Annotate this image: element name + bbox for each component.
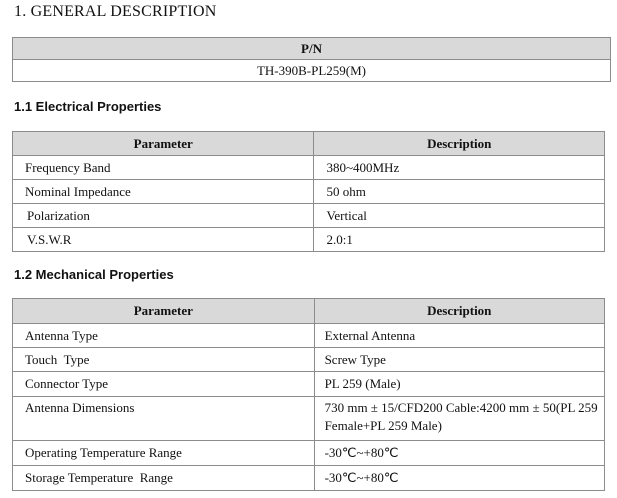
parameter-cell: Storage Temperature Range xyxy=(13,466,315,491)
parameter-cell: Connector Type xyxy=(13,372,315,397)
electrical-properties-table xyxy=(12,131,605,252)
description-cell: 2.0:1 xyxy=(314,228,605,252)
mechanical-properties-table xyxy=(12,298,605,491)
table-row xyxy=(13,228,605,252)
pn-value: TH-390B-PL259(M) xyxy=(13,60,611,82)
part-number-table xyxy=(12,37,611,82)
table-row xyxy=(13,204,605,228)
description-cell: -30℃~+80℃ xyxy=(314,466,604,491)
column-header-parameter: Parameter xyxy=(13,132,314,156)
column-header-parameter: Parameter xyxy=(13,299,315,324)
table-row xyxy=(13,324,605,348)
description-cell: -30℃~+80℃ xyxy=(314,441,604,466)
parameter-cell: Touch Type xyxy=(13,348,315,372)
description-cell: External Antenna xyxy=(314,324,604,348)
description-cell: 730 mm ± 15/CFD200 Cable:4200 mm ± 50(PL 259 Female+PL 259 Male) xyxy=(314,397,604,441)
parameter-cell: Polarization xyxy=(13,204,314,228)
table-row xyxy=(13,466,605,491)
electrical-properties-heading: 1.1 Electrical Properties xyxy=(14,99,162,114)
description-cell: PL 259 (Male) xyxy=(314,372,604,397)
description-cell: 380~400MHz xyxy=(314,156,605,180)
pn-header: P/N xyxy=(13,38,611,60)
table-row xyxy=(13,397,605,441)
mechanical-properties-heading: 1.2 Mechanical Properties xyxy=(14,267,174,282)
column-header-description: Description xyxy=(314,299,604,324)
description-cell: Vertical xyxy=(314,204,605,228)
table-row xyxy=(13,348,605,372)
description-cell: 50 ohm xyxy=(314,180,605,204)
parameter-cell: Frequency Band xyxy=(13,156,314,180)
description-cell: Screw Type xyxy=(314,348,604,372)
parameter-cell: V.S.W.R xyxy=(13,228,314,252)
table-row xyxy=(13,156,605,180)
table-row xyxy=(13,441,605,466)
column-header-description: Description xyxy=(314,132,605,156)
table-row xyxy=(13,372,605,397)
table-row xyxy=(13,180,605,204)
parameter-cell: Operating Temperature Range xyxy=(13,441,315,466)
parameter-cell: Nominal Impedance xyxy=(13,180,314,204)
parameter-cell: Antenna Type xyxy=(13,324,315,348)
parameter-cell: Antenna Dimensions xyxy=(13,397,315,441)
section-title: 1. GENERAL DESCRIPTION xyxy=(14,3,217,20)
